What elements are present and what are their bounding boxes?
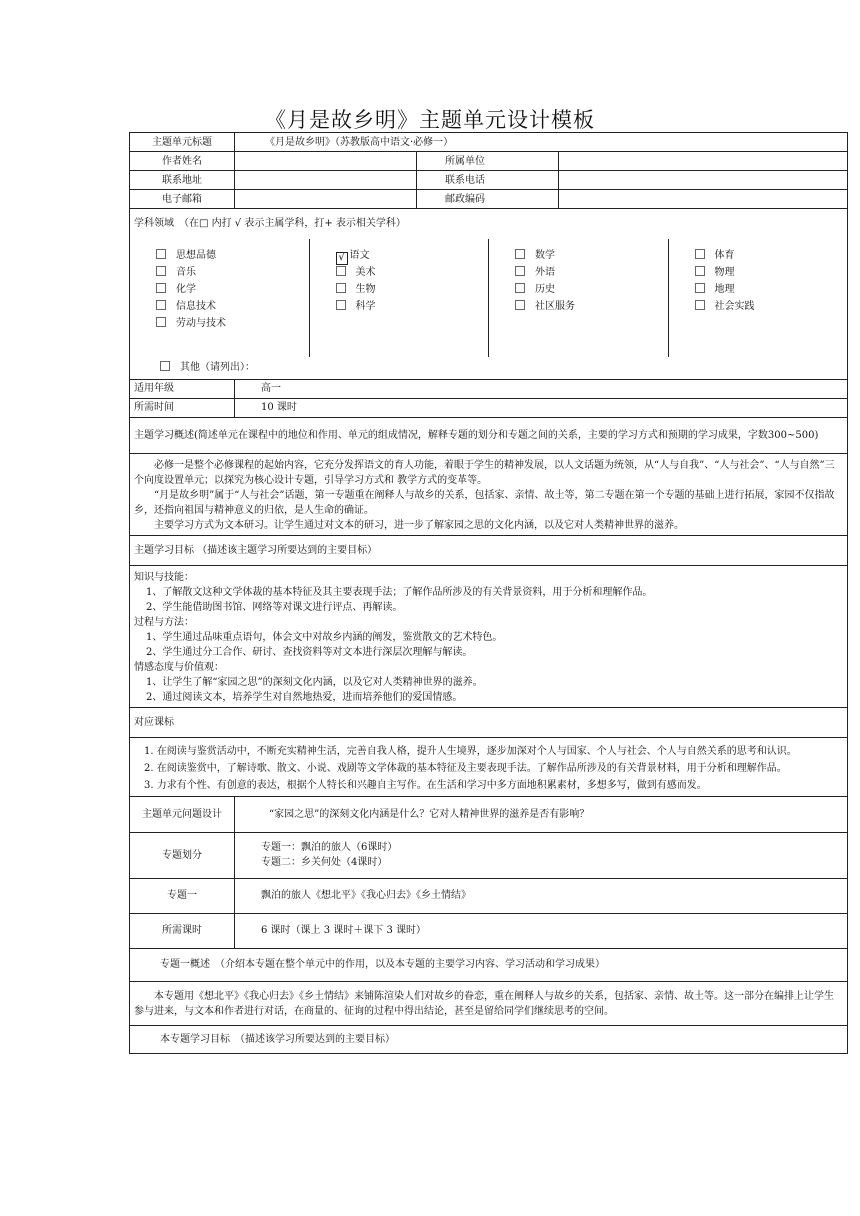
row-standards-heading [130,707,848,737]
row-email [130,190,848,209]
overview-body [130,453,848,535]
subject-item[interactable]: 外语 [515,264,668,281]
standard-item: 1. 在阅读与鉴赏活动中，不断充实精神生活，完善自我人格，提升人生境界，逐步加深对个人与国家、个人与社会、个人与自然关系的思考和认识。 [144,745,797,757]
topic1-label: 专题一 [130,878,235,913]
goal-item: 2、学生能借助图书馆、网络等对课文进行评点、再解读。 [146,601,403,613]
phone-field[interactable] [559,171,848,190]
phone-label: 联系电话 [417,171,559,190]
topic-overview-heading: 专题一概述 （介绍本专题在整个单元中的作用，以及本专题的主要学习内容、学习活动和学习成果） [130,948,848,981]
subject-item-other[interactable]: 其他（请列出）： [130,359,847,376]
subject-area [130,239,848,380]
subject-item[interactable]: 音乐 [156,264,309,281]
question-label: 主题单元问题设计 [130,796,235,832]
goal-category: 知识与技能： [134,571,194,583]
row-topic-goals-heading [130,1025,848,1053]
subject-column-1 [130,239,310,357]
overview-paragraph: 主要学习方式为文本研习。让学生通过对文本的研习，进一步了解家园之思的文化内涵，以及它对人类精神世界的滋养。 [154,519,684,531]
grade-label: 适用年级 [130,379,235,398]
subject-item[interactable]: 数学 [515,247,668,264]
goal-item: 2、通过阅读文本，培养学生对自然地热爱，进而培养他们的爱国情感。 [146,691,463,703]
subject-item[interactable]: 历史 [515,281,668,298]
subject-column-2 [310,239,490,357]
goal-category: 过程与方法： [134,616,194,628]
subject-item[interactable]: 劳动与技术 [156,315,309,332]
postcode-label: 邮政编码 [417,190,559,209]
unit-title-value: 《月是故乡明》（苏教版高中语文·必修一） [235,133,848,152]
unit-title-label: 主题单元标题 [130,133,235,152]
checkbox-icon[interactable] [336,283,346,293]
postcode-field[interactable] [559,190,848,209]
page-title: 《月是故乡明》主题单元设计模板 [265,108,595,132]
goal-category: 情感态度与价值观： [134,661,224,673]
subject-item[interactable]: 思想品德 [156,247,309,264]
subject-item[interactable]: 社区服务 [515,298,668,315]
overview-paragraph: 必修一是整个必修课程的起始内容，它充分发挥语文的育人功能，着眼于学生的精神发展，以人文话题为统领，从“人与自我”、“人与社会”、“人与自然”三个向度设置单元；以探究为核心设计专题，引导学习方式和 教学方式的变革等。 [134,459,835,486]
checkbox-icon[interactable] [515,300,525,310]
author-field[interactable] [235,152,417,171]
standard-item: 3. 力求有个性、有创意的表达，根据个人特长和兴趣自主写作。在生活和学习中多方面地积累素材，多想多写，做到有感而发。 [144,779,707,791]
checkbox-icon[interactable] [156,283,166,293]
topic1-value: 飘泊的旅人《想北平》《我心归去》《乡土情结》 [235,878,848,913]
division-label: 专题划分 [130,832,235,878]
division-topic: 专题二：乡关何处（4课时） [261,857,388,868]
overview-heading: 主题学习概述(简述单元在课程中的地位和作用、单元的组成情况，解释专题的划分和专题之间的关系，主要的学习方式和预期的学习成果，字数300~500) [130,417,848,453]
row-time [130,398,848,417]
subject-item[interactable]: 科学 [336,298,489,315]
subject-item[interactable]: 美术 [336,264,489,281]
org-field[interactable] [559,152,848,171]
checkbox-icon[interactable] [156,317,166,327]
row-question [130,796,848,832]
row-goals-body [130,565,848,707]
checkbox-icon[interactable] [160,361,170,371]
row-subject-heading [130,209,848,239]
topic-overview-paragraph: 本专题用《想北平》《我心归去》《乡土情结》来铺陈渲染人们对故乡的眷恋，重在阐释人与故乡的关系，包括家、亲情、故土等。这一部分在编排上让学生参与进来，与文本和作者进行对话，在商量的、征询的过程中得出结论，甚至是留给同学们继续思考的空间。 [134,990,834,1017]
subject-item-chinese[interactable]: √ 语文 [336,247,489,264]
row-overview-body [130,453,848,535]
goal-item: 1、学生通过品味重点语句，体会文中对故乡内涵的阐发，鉴赏散文的艺术特色。 [146,631,503,643]
checkbox-icon[interactable] [515,283,525,293]
hours-value: 6 课时（课上 3 课时＋课下 3 课时） [235,913,848,948]
goal-item: 1、了解散文这种文学体裁的基本特征及其主要表现手法；了解作品所涉及的有关背景资料，用于分析和理解作品。 [146,586,653,598]
subject-item[interactable]: 物理 [695,264,848,281]
question-value: “家园之思”的深刻文化内涵是什么？它对人精神世界的滋养是否有影响？ [235,796,848,832]
checkbox-icon[interactable] [515,249,525,259]
checkbox-icon[interactable] [336,300,346,310]
row-topic1 [130,878,848,913]
address-field[interactable] [235,171,417,190]
org-label: 所属单位 [417,152,559,171]
checkbox-icon[interactable] [695,300,705,310]
subject-item[interactable]: 地理 [695,281,848,298]
standard-item: 2. 在阅读鉴赏中，了解诗歌、散文、小说、戏剧等文学体裁的基本特征及主要表现手法。了解作品所涉及的有关背景材料，用于分析和理解作品。 [144,762,787,774]
division-topic: 专题一：飘泊的旅人（6课时） [261,842,398,853]
checkbox-icon[interactable] [336,266,346,276]
email-label: 电子邮箱 [130,190,235,209]
subject-item[interactable]: 社会实践 [695,298,848,315]
subject-item[interactable]: 生物 [336,281,489,298]
standards-body [130,737,848,796]
hours-label: 所需课时 [130,913,235,948]
checkbox-icon[interactable] [156,300,166,310]
row-address [130,171,848,190]
row-subject-grid [130,239,848,380]
subject-column-3 [489,239,669,357]
email-field[interactable] [235,190,417,209]
row-goals-heading [130,535,848,565]
author-label: 作者姓名 [130,152,235,171]
checkbox-icon[interactable] [156,249,166,259]
checkbox-icon[interactable] [695,249,705,259]
time-value: 10 课时 [235,398,848,417]
row-hours [130,913,848,948]
subject-heading: 学科领域 （在□ 内打 √ 表示主属学科，打+ 表示相关学科） [130,209,848,239]
overview-paragraph: “月是故乡明”属于“人与社会”话题，第一专题重在阐释人与故乡的关系，包括家、亲情、故土等，第二专题在第一个专题的基础上进行拓展，家园不仅指故乡，还指向祖国与精神意义的归依，是人生命的确证。 [134,489,835,516]
topic-goals-heading: 本专题学习目标 （描述该学习所要达到的主要目标） [130,1025,848,1053]
subject-item[interactable]: 化学 [156,281,309,298]
row-topic-overview-body [130,981,848,1025]
checkbox-icon[interactable] [156,266,166,276]
checkbox-icon[interactable] [695,266,705,276]
time-label: 所需时间 [130,398,235,417]
division-value [235,832,848,878]
checkbox-icon[interactable] [515,266,525,276]
design-template-table [129,132,848,1054]
grade-value: 高一 [235,379,848,398]
standards-heading: 对应课标 [130,707,848,737]
subject-grid [130,239,847,357]
address-label: 联系地址 [130,171,235,190]
goal-item: 1、让学生了解“家园之思”的深刻文化内涵，以及它对人类精神世界的滋养。 [146,676,483,688]
row-grade [130,379,848,398]
subject-item[interactable]: 体育 [695,247,848,264]
goals-heading: 主题学习目标 （描述该主题学习所要达到的主要目标） [130,535,848,565]
checkmark-icon[interactable]: √ [336,252,348,265]
row-standards-body [130,737,848,796]
topic-overview-body [130,981,848,1025]
row-topic-overview-heading [130,948,848,981]
goals-body [130,565,848,707]
row-division [130,832,848,878]
subject-item[interactable]: 信息技术 [156,298,309,315]
row-author [130,152,848,171]
row-overview-heading [130,417,848,453]
subject-column-4 [669,239,848,357]
row-unit-title [130,133,848,152]
checkbox-icon[interactable] [695,283,705,293]
goal-item: 2、学生通过分工合作、研讨、查找资料等对文本进行深层次理解与解读。 [146,646,473,658]
